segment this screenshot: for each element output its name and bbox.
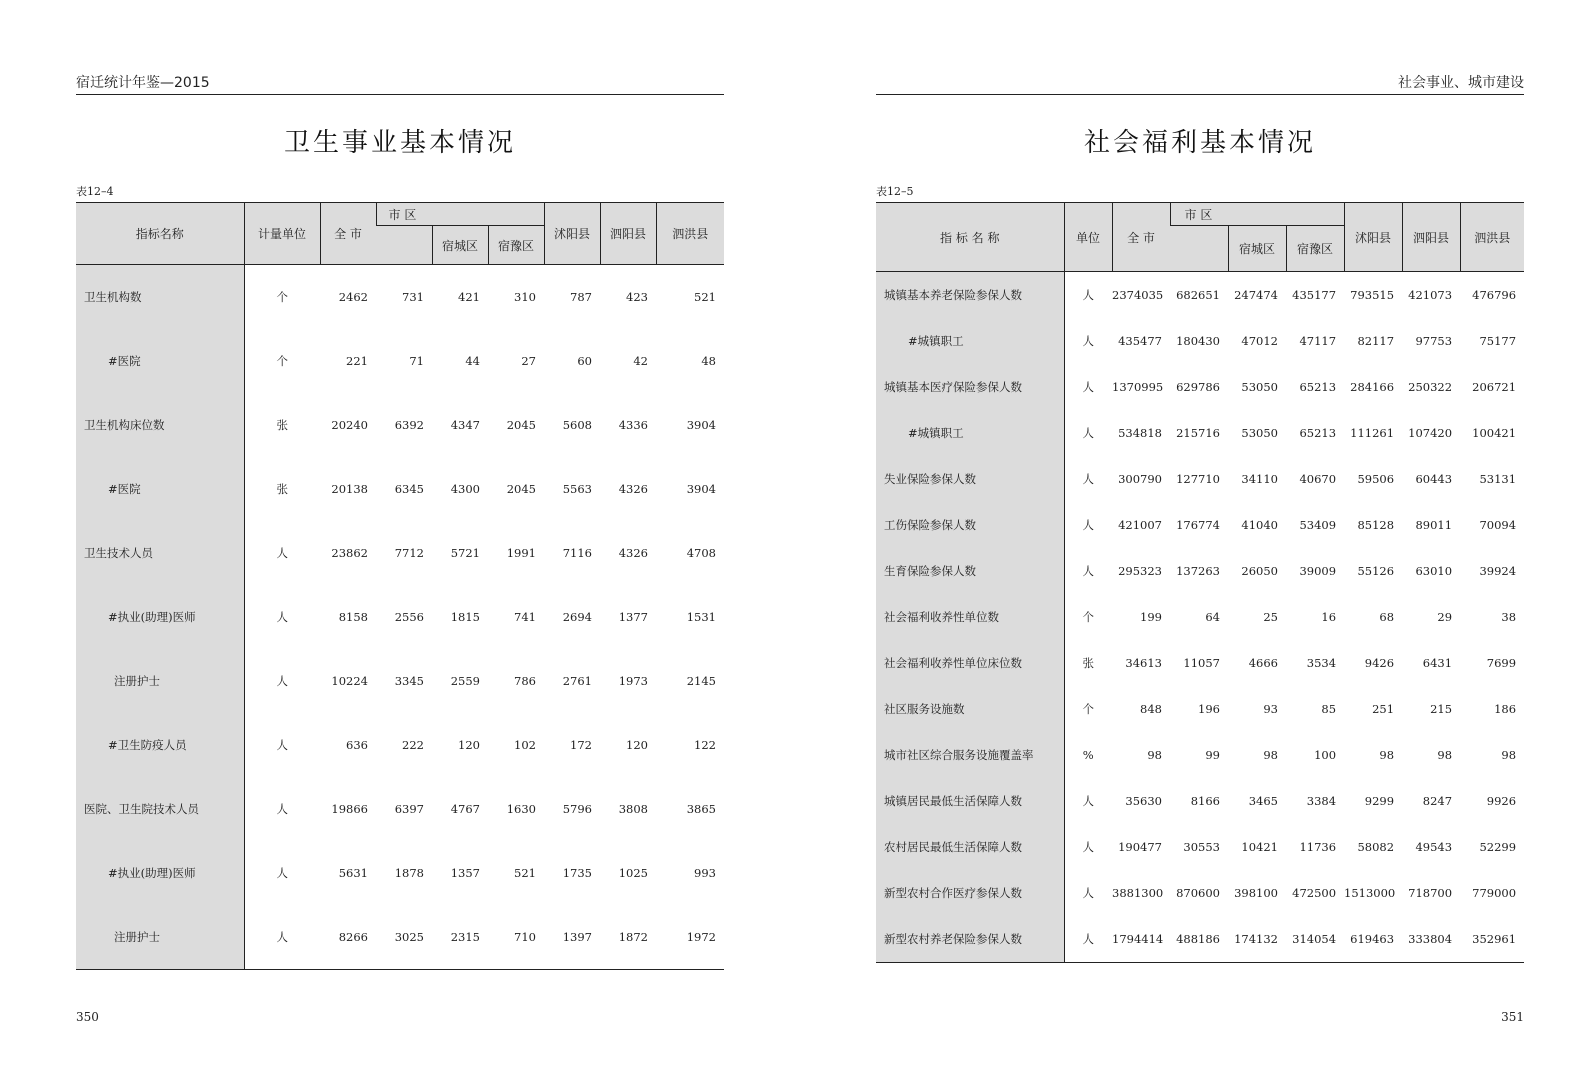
table-row bbox=[876, 410, 1524, 456]
row-value: 4300 bbox=[450, 482, 480, 496]
row-value: 199 bbox=[1140, 610, 1162, 624]
row-name: 社会福利收养性单位床位数 bbox=[876, 640, 1064, 686]
header-sucheng: 宿城区 bbox=[432, 226, 488, 265]
row-value: 98 bbox=[1437, 748, 1453, 762]
row-unit: 人 bbox=[1082, 564, 1094, 578]
row-value: 534818 bbox=[1118, 426, 1162, 440]
header-shuyang: 沭阳县 bbox=[1344, 203, 1402, 272]
header-sihong: 泗洪县 bbox=[1460, 203, 1524, 272]
row-value: 2045 bbox=[506, 482, 536, 496]
row-value: 98 bbox=[1263, 748, 1278, 762]
table-row bbox=[76, 841, 724, 905]
row-value: 2694 bbox=[562, 610, 592, 624]
table-row bbox=[876, 732, 1524, 778]
row-name: 医院、卫生院技术人员 bbox=[76, 777, 244, 841]
row-value: 99 bbox=[1205, 748, 1220, 762]
row-value: 1735 bbox=[562, 866, 592, 880]
welfare-table bbox=[876, 202, 1524, 963]
row-value: 1872 bbox=[600, 905, 656, 970]
table-row bbox=[76, 777, 724, 841]
row-value: 1025 bbox=[618, 866, 648, 880]
row-value: 2315 bbox=[432, 905, 488, 970]
row-value: 122 bbox=[694, 738, 716, 752]
header-shuyang: 沭阳县 bbox=[544, 203, 600, 265]
row-value: 196 bbox=[1198, 702, 1220, 716]
row-value: 190477 bbox=[1118, 840, 1162, 854]
page-title: 卫生事业基本情况 bbox=[283, 128, 516, 158]
row-name: 新型农村养老保险参保人数 bbox=[876, 916, 1064, 963]
table-row bbox=[76, 457, 724, 521]
row-value: 4666 bbox=[1248, 656, 1278, 670]
header-unit: 计量单位 bbox=[244, 203, 320, 265]
row-unit: 人 bbox=[1082, 380, 1094, 394]
row-unit: 人 bbox=[276, 802, 288, 816]
row-value: 1531 bbox=[686, 610, 716, 624]
header-name: 指 标 名 称 bbox=[876, 203, 1064, 272]
row-value: 1878 bbox=[394, 866, 424, 880]
row-value: 100 bbox=[1314, 748, 1337, 762]
row-value: 4347 bbox=[450, 418, 480, 432]
row-value: 295323 bbox=[1118, 564, 1162, 578]
row-value: 5796 bbox=[562, 802, 592, 816]
row-name: 注册护士 bbox=[76, 649, 244, 713]
row-value: 8166 bbox=[1190, 794, 1220, 808]
header-suyu: 宿豫区 bbox=[488, 226, 544, 265]
row-value: 718700 bbox=[1408, 886, 1453, 900]
row-value: 65213 bbox=[1299, 380, 1337, 394]
row-value: 2462 bbox=[338, 290, 368, 304]
row-value: 176774 bbox=[1176, 518, 1220, 532]
row-value: 4708 bbox=[686, 546, 716, 560]
row-value: 44 bbox=[465, 354, 480, 368]
table-row bbox=[876, 548, 1524, 594]
row-value: 3465 bbox=[1248, 794, 1278, 808]
row-value: 30553 bbox=[1183, 840, 1220, 854]
row-name: #城镇职工 bbox=[876, 318, 1064, 364]
row-value: 75177 bbox=[1479, 334, 1517, 348]
row-value: 423 bbox=[626, 290, 648, 304]
running-head bbox=[76, 74, 724, 95]
row-value: 5721 bbox=[450, 546, 480, 560]
row-value: 7712 bbox=[394, 546, 424, 560]
row-value: 636 bbox=[346, 738, 368, 752]
row-name: #城镇职工 bbox=[876, 410, 1064, 456]
row-value: 793515 bbox=[1350, 288, 1395, 302]
row-value: 16 bbox=[1321, 610, 1337, 624]
row-value: 521 bbox=[514, 866, 536, 880]
row-unit: 人 bbox=[276, 674, 288, 688]
row-value: 848 bbox=[1140, 702, 1162, 716]
row-value: 68 bbox=[1379, 610, 1395, 624]
row-value: 731 bbox=[402, 290, 424, 304]
row-value: 89011 bbox=[1415, 518, 1453, 532]
row-value: 93 bbox=[1263, 702, 1278, 716]
row-value: 3025 bbox=[376, 905, 432, 970]
row-value: 6431 bbox=[1422, 656, 1453, 670]
row-value: 3904 bbox=[686, 482, 716, 496]
row-value: 4767 bbox=[450, 802, 480, 816]
row-value: 215 bbox=[1430, 702, 1453, 716]
row-unit: 个 bbox=[1082, 702, 1094, 716]
row-value: 9426 bbox=[1364, 656, 1395, 670]
row-value: 52299 bbox=[1479, 840, 1517, 854]
row-value: 9926 bbox=[1486, 794, 1517, 808]
row-value: 786 bbox=[514, 674, 536, 688]
row-value: 1815 bbox=[450, 610, 480, 624]
row-value: 2045 bbox=[506, 418, 536, 432]
row-unit: 人 bbox=[1082, 518, 1094, 532]
table-row bbox=[876, 778, 1524, 824]
row-value: 53409 bbox=[1299, 518, 1337, 532]
row-value: 222 bbox=[402, 738, 424, 752]
row-value: 300790 bbox=[1118, 472, 1162, 486]
row-value: 58082 bbox=[1357, 840, 1395, 854]
yearbook-title: 宿迁统计年鉴—2015 bbox=[76, 75, 210, 91]
row-value: 741 bbox=[514, 610, 536, 624]
row-value: 48 bbox=[701, 354, 716, 368]
row-value: 1513000 bbox=[1344, 886, 1396, 900]
page-number: 351 bbox=[1501, 1010, 1524, 1024]
row-value: 521 bbox=[694, 290, 716, 304]
row-value: 421 bbox=[458, 290, 480, 304]
row-value: 1991 bbox=[506, 546, 536, 560]
row-unit: 人 bbox=[244, 905, 320, 970]
row-unit: 人 bbox=[1082, 840, 1094, 854]
row-unit: 张 bbox=[276, 482, 288, 496]
row-value: 71 bbox=[409, 354, 424, 368]
header-siyang: 泗阳县 bbox=[600, 203, 656, 265]
row-value: 6345 bbox=[394, 482, 424, 496]
table-row bbox=[76, 329, 724, 393]
row-value: 8266 bbox=[320, 905, 376, 970]
header-total: 全 市 bbox=[1112, 203, 1170, 272]
table-row bbox=[876, 456, 1524, 502]
row-name: #医院 bbox=[76, 457, 244, 521]
header-sihong: 泗洪县 bbox=[656, 203, 724, 265]
row-unit: 人 bbox=[1082, 288, 1094, 302]
right-page bbox=[876, 0, 1524, 1077]
row-value: 65213 bbox=[1299, 426, 1337, 440]
row-value: 1972 bbox=[656, 905, 724, 970]
row-value: 107420 bbox=[1408, 426, 1453, 440]
header-suyu: 宿豫区 bbox=[1286, 226, 1344, 272]
row-value: 10224 bbox=[331, 674, 368, 688]
row-unit: 人 bbox=[276, 610, 288, 624]
row-value: 8158 bbox=[338, 610, 368, 624]
row-value: 2145 bbox=[686, 674, 716, 688]
row-value: 779000 bbox=[1472, 886, 1517, 900]
table-row bbox=[76, 713, 724, 777]
row-value: 49543 bbox=[1415, 840, 1453, 854]
row-value: 284166 bbox=[1350, 380, 1395, 394]
table-row bbox=[876, 318, 1524, 364]
row-name: 农村居民最低生活保障人数 bbox=[876, 824, 1064, 870]
row-value: 120 bbox=[626, 738, 648, 752]
row-name: 城镇基本医疗保险参保人数 bbox=[876, 364, 1064, 410]
page-number: 350 bbox=[76, 1010, 99, 1024]
row-value: 435477 bbox=[1118, 334, 1162, 348]
health-table-body bbox=[76, 265, 724, 970]
table-row bbox=[876, 686, 1524, 732]
row-value: 221 bbox=[346, 354, 368, 368]
row-value: 38 bbox=[1501, 610, 1517, 624]
row-unit: % bbox=[1082, 748, 1094, 762]
table-row bbox=[876, 870, 1524, 916]
row-unit: 人 bbox=[276, 546, 288, 560]
row-value: 1630 bbox=[506, 802, 536, 816]
row-value: 352961 bbox=[1460, 916, 1524, 963]
row-name: 失业保险参保人数 bbox=[876, 456, 1064, 502]
row-value: 40670 bbox=[1299, 472, 1337, 486]
row-value: 215716 bbox=[1176, 426, 1220, 440]
row-value: 9299 bbox=[1364, 794, 1395, 808]
table-row bbox=[76, 585, 724, 649]
welfare-table-body bbox=[876, 272, 1524, 963]
row-value: 137263 bbox=[1176, 564, 1220, 578]
row-value: 1973 bbox=[618, 674, 648, 688]
row-value: 70094 bbox=[1479, 518, 1517, 532]
row-name: #执业(助理)医师 bbox=[76, 585, 244, 649]
row-value: 3345 bbox=[394, 674, 424, 688]
row-value: 85128 bbox=[1357, 518, 1395, 532]
row-name: 城市社区综合服务设施覆盖率 bbox=[876, 732, 1064, 778]
row-value: 682651 bbox=[1176, 288, 1220, 302]
row-value: 11057 bbox=[1183, 656, 1220, 670]
row-name: 新型农村合作医疗参保人数 bbox=[876, 870, 1064, 916]
row-value: 186 bbox=[1494, 702, 1517, 716]
row-value: 2559 bbox=[450, 674, 480, 688]
row-value: 60 bbox=[577, 354, 592, 368]
row-value: 20240 bbox=[331, 418, 368, 432]
table-row bbox=[876, 916, 1524, 963]
row-value: 47012 bbox=[1241, 334, 1278, 348]
row-value: 476796 bbox=[1472, 288, 1517, 302]
row-name: 城镇基本养老保险参保人数 bbox=[876, 272, 1064, 319]
row-name: 卫生机构数 bbox=[76, 265, 244, 330]
row-value: 42 bbox=[633, 354, 648, 368]
table-row bbox=[876, 824, 1524, 870]
row-name: 社会福利收养性单位数 bbox=[876, 594, 1064, 640]
row-value: 25 bbox=[1263, 610, 1278, 624]
row-value: 4336 bbox=[618, 418, 648, 432]
row-unit: 个 bbox=[1082, 610, 1094, 624]
header-sucheng: 宿城区 bbox=[1228, 226, 1286, 272]
row-unit: 人 bbox=[276, 866, 288, 880]
row-value: 398100 bbox=[1234, 886, 1278, 900]
table-row bbox=[876, 502, 1524, 548]
row-value: 1377 bbox=[618, 610, 648, 624]
row-value: 435177 bbox=[1292, 288, 1337, 302]
row-value: 34110 bbox=[1241, 472, 1278, 486]
header-urban-blank bbox=[1170, 226, 1228, 272]
row-value: 11736 bbox=[1299, 840, 1337, 854]
row-value: 3534 bbox=[1306, 656, 1337, 670]
row-value: 2761 bbox=[562, 674, 592, 688]
row-value: 53050 bbox=[1241, 380, 1278, 394]
row-unit: 张 bbox=[276, 418, 288, 432]
table-row bbox=[876, 364, 1524, 410]
row-value: 27 bbox=[521, 354, 536, 368]
row-value: 47117 bbox=[1299, 334, 1337, 348]
row-value: 7116 bbox=[562, 546, 592, 560]
row-unit: 人 bbox=[1082, 886, 1094, 900]
row-value: 64 bbox=[1205, 610, 1220, 624]
header-urban-blank bbox=[376, 226, 432, 265]
row-value: 120 bbox=[458, 738, 480, 752]
header-siyang: 泗阳县 bbox=[1402, 203, 1460, 272]
row-name: #卫生防疫人员 bbox=[76, 713, 244, 777]
row-name: 卫生机构床位数 bbox=[76, 393, 244, 457]
row-unit: 人 bbox=[1082, 426, 1094, 440]
row-value: 39924 bbox=[1479, 564, 1517, 578]
row-value: 206721 bbox=[1472, 380, 1517, 394]
row-value: 59506 bbox=[1357, 472, 1395, 486]
row-value: 26050 bbox=[1241, 564, 1278, 578]
row-value: 100421 bbox=[1472, 426, 1517, 440]
row-unit: 人 bbox=[1064, 916, 1112, 963]
row-value: 619463 bbox=[1344, 916, 1402, 963]
row-value: 421073 bbox=[1408, 288, 1453, 302]
row-name: 卫生技术人员 bbox=[76, 521, 244, 585]
row-value: 1794414 bbox=[1112, 916, 1170, 963]
row-value: 19866 bbox=[331, 802, 368, 816]
row-value: 20138 bbox=[331, 482, 368, 496]
row-value: 1370995 bbox=[1112, 380, 1164, 394]
row-value: 63010 bbox=[1415, 564, 1453, 578]
row-value: 870600 bbox=[1176, 886, 1220, 900]
row-value: 3384 bbox=[1306, 794, 1337, 808]
row-value: 98 bbox=[1379, 748, 1395, 762]
row-value: 82117 bbox=[1357, 334, 1395, 348]
row-value: 251 bbox=[1372, 702, 1395, 716]
row-value: 53050 bbox=[1241, 426, 1278, 440]
row-value: 421007 bbox=[1118, 518, 1162, 532]
row-value: 174132 bbox=[1228, 916, 1286, 963]
table-row bbox=[76, 265, 724, 330]
row-value: 3808 bbox=[618, 802, 648, 816]
table-row bbox=[76, 649, 724, 713]
row-value: 180430 bbox=[1176, 334, 1220, 348]
row-value: 85 bbox=[1321, 702, 1337, 716]
row-value: 5608 bbox=[562, 418, 592, 432]
header-name: 指标名称 bbox=[76, 203, 244, 265]
row-value: 247474 bbox=[1234, 288, 1278, 302]
row-value: 98 bbox=[1147, 748, 1162, 762]
table-row bbox=[876, 640, 1524, 686]
row-value: 710 bbox=[488, 905, 544, 970]
row-name: 注册护士 bbox=[76, 905, 244, 970]
header-unit: 单位 bbox=[1064, 203, 1112, 272]
table-row bbox=[876, 594, 1524, 640]
row-value: 10421 bbox=[1241, 840, 1278, 854]
row-value: 3881300 bbox=[1112, 886, 1164, 900]
row-name: 城镇居民最低生活保障人数 bbox=[876, 778, 1064, 824]
row-value: 6397 bbox=[394, 802, 424, 816]
row-value: 102 bbox=[514, 738, 536, 752]
row-unit: 个 bbox=[276, 354, 288, 368]
row-value: 41040 bbox=[1241, 518, 1278, 532]
row-value: 5563 bbox=[562, 482, 592, 496]
row-value: 6392 bbox=[394, 418, 424, 432]
row-value: 29 bbox=[1437, 610, 1453, 624]
row-value: 55126 bbox=[1357, 564, 1395, 578]
health-table bbox=[76, 202, 724, 970]
row-value: 787 bbox=[570, 290, 592, 304]
row-value: 3865 bbox=[686, 802, 716, 816]
row-value: 333804 bbox=[1402, 916, 1460, 963]
row-value: 2556 bbox=[394, 610, 424, 624]
row-value: 7699 bbox=[1486, 656, 1517, 670]
row-value: 39009 bbox=[1299, 564, 1337, 578]
row-value: 34613 bbox=[1125, 656, 1162, 670]
row-value: 172 bbox=[570, 738, 592, 752]
row-unit: 人 bbox=[1082, 794, 1094, 808]
row-value: 4326 bbox=[618, 546, 648, 560]
row-value: 2374035 bbox=[1112, 288, 1164, 302]
left-page bbox=[76, 0, 724, 1077]
row-value: 23862 bbox=[331, 546, 368, 560]
row-value: 1357 bbox=[450, 866, 480, 880]
row-value: 310 bbox=[514, 290, 536, 304]
row-name: 生育保险参保人数 bbox=[876, 548, 1064, 594]
row-unit: 个 bbox=[276, 290, 288, 304]
row-value: 8247 bbox=[1422, 794, 1453, 808]
row-value: 35630 bbox=[1125, 794, 1162, 808]
row-value: 314054 bbox=[1286, 916, 1344, 963]
row-value: 993 bbox=[694, 866, 716, 880]
row-name: 工伤保险参保人数 bbox=[876, 502, 1064, 548]
section-title: 社会事业、城市建设 bbox=[1398, 75, 1524, 91]
row-name: 社区服务设施数 bbox=[876, 686, 1064, 732]
header-total: 全 市 bbox=[320, 203, 376, 265]
row-value: 4326 bbox=[618, 482, 648, 496]
row-value: 98 bbox=[1501, 748, 1517, 762]
row-unit: 张 bbox=[1082, 656, 1094, 670]
row-name: #执业(助理)医师 bbox=[76, 841, 244, 905]
row-value: 111261 bbox=[1350, 426, 1395, 440]
header-urban: 市 区 bbox=[376, 203, 544, 226]
row-unit: 人 bbox=[276, 738, 288, 752]
row-unit: 人 bbox=[1082, 472, 1094, 486]
row-value: 3904 bbox=[686, 418, 716, 432]
row-value: 127710 bbox=[1176, 472, 1220, 486]
running-head bbox=[876, 74, 1524, 95]
header-urban: 市 区 bbox=[1170, 203, 1344, 226]
table-row bbox=[876, 272, 1524, 319]
row-value: 472500 bbox=[1292, 886, 1337, 900]
row-value: 488186 bbox=[1170, 916, 1228, 963]
table-number: 表12–4 bbox=[76, 185, 114, 198]
table-row bbox=[76, 521, 724, 585]
row-value: 250322 bbox=[1408, 380, 1453, 394]
row-unit: 人 bbox=[1082, 334, 1094, 348]
row-value: 5631 bbox=[338, 866, 368, 880]
row-value: 53131 bbox=[1479, 472, 1517, 486]
table-row bbox=[76, 393, 724, 457]
row-value: 60443 bbox=[1415, 472, 1453, 486]
page-title: 社会福利基本情况 bbox=[1083, 128, 1316, 158]
row-value: 1397 bbox=[544, 905, 600, 970]
table-row bbox=[76, 905, 724, 970]
row-name: #医院 bbox=[76, 329, 244, 393]
table-number: 表12–5 bbox=[876, 185, 914, 198]
row-value: 629786 bbox=[1176, 380, 1220, 394]
row-value: 97753 bbox=[1415, 334, 1453, 348]
